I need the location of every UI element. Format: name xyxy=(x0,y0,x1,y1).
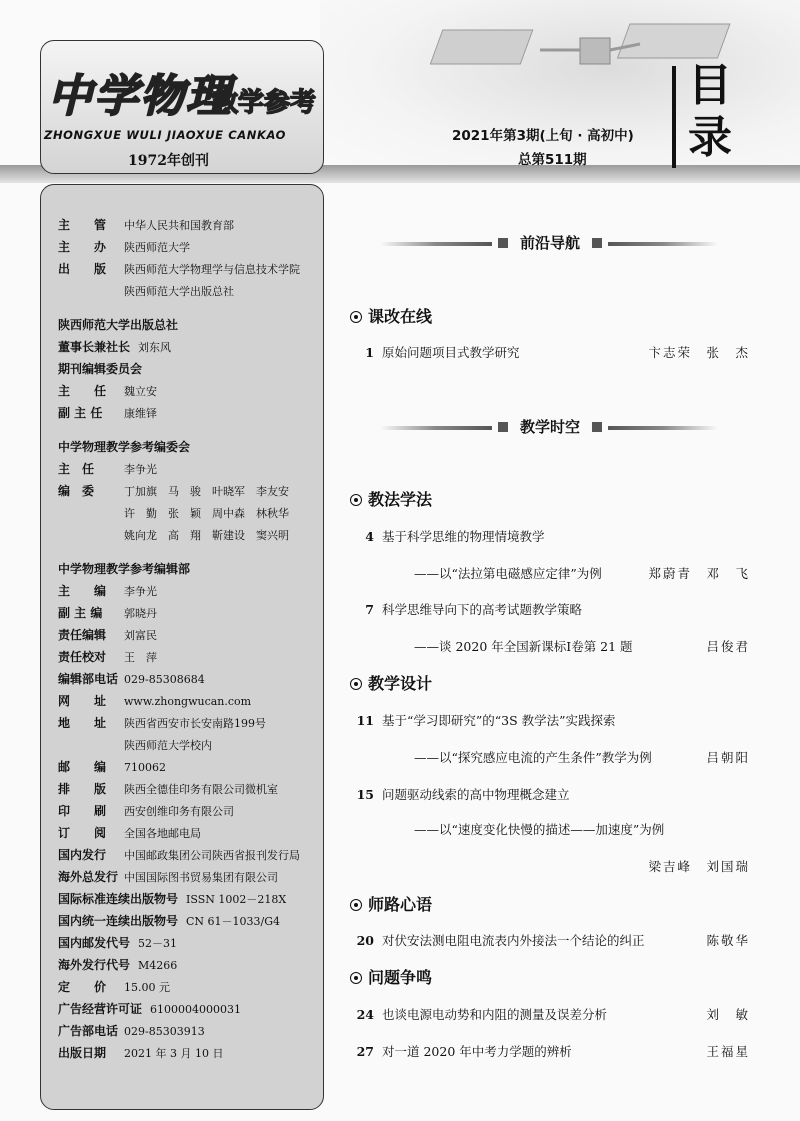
colophon-row xyxy=(58,822,322,844)
colophon-value: 029-85303913 xyxy=(124,1025,205,1038)
page-number: 7 xyxy=(365,602,374,617)
colophon-value: 陕西全德佳印务有限公司微机室 xyxy=(124,783,278,796)
colophon-row xyxy=(58,580,322,602)
colophon-label: 副 主 任 xyxy=(58,406,103,420)
target-icon xyxy=(350,678,362,690)
colophon-label: 责任校对 xyxy=(58,650,107,664)
colophon-label: 编 委 xyxy=(58,484,95,498)
colophon-label: 编辑部电话 xyxy=(58,672,119,686)
article-author: 陈敬华 xyxy=(706,933,750,948)
toc-entry xyxy=(352,527,750,547)
colophon-list xyxy=(58,214,322,1064)
colophon-label: 网 址 xyxy=(58,694,107,708)
banner-rule-right xyxy=(608,242,718,246)
colophon-value: 6100004000031 xyxy=(150,1003,241,1016)
toc-entry xyxy=(352,600,750,620)
section-banner xyxy=(380,417,718,437)
colophon-label: 印 刷 xyxy=(58,804,107,818)
article-title: 对一道 2020 年中考力学题的辨析 xyxy=(382,1044,572,1059)
article-title: 科学思维导向下的高考试题教学策略 xyxy=(382,602,583,617)
colophon-row xyxy=(58,932,322,954)
colophon-label: 主 任 xyxy=(58,384,107,398)
colophon-label: 广告经营许可证 xyxy=(58,1002,143,1016)
page-number: 1 xyxy=(365,345,374,360)
colophon-value: 康维铎 xyxy=(124,407,157,420)
colophon-row xyxy=(58,1042,322,1064)
colophon-row xyxy=(58,734,322,756)
colophon-label: 海外发行代号 xyxy=(58,958,131,972)
colophon-row xyxy=(58,778,322,800)
section-name: 师路心语 xyxy=(368,895,433,914)
colophon-label: 国际标准连续出版物号 xyxy=(58,892,179,906)
masthead-logo-subtitle: 教学参考 xyxy=(212,88,317,118)
colophon-label: 主 办 xyxy=(58,240,107,254)
colophon-row xyxy=(58,976,322,998)
colophon-value: 刘富民 xyxy=(124,629,157,642)
colophon-label: 责任编辑 xyxy=(58,628,107,642)
colophon-row xyxy=(58,280,322,302)
article-subtitle: ——以“速度变化快慢的描述——加速度”为例 xyxy=(414,822,665,837)
colophon-value: 中国邮政集团公司陕西省报刊发行局 xyxy=(124,849,300,862)
colophon-row xyxy=(58,602,322,624)
colophon-row xyxy=(58,690,322,712)
colophon-row xyxy=(58,624,322,646)
colophon-row xyxy=(58,214,322,236)
issue-total: 总第511期 xyxy=(518,152,587,168)
colophon-row xyxy=(58,800,322,822)
colophon-value: 丁加旗 马 骏 叶晓军 李友安 xyxy=(124,485,289,498)
colophon-value: 中华人民共和国教育部 xyxy=(124,219,234,232)
colophon-value: 刘东风 xyxy=(138,341,172,354)
toc-section-heading xyxy=(350,968,432,988)
colophon-row xyxy=(58,844,322,866)
toc-entry xyxy=(352,931,750,951)
article-author: 王福星 xyxy=(706,1044,750,1059)
masthead-pinyin: ZHONGXUE WULI JIAOXUE CANKAO xyxy=(44,128,287,142)
colophon-label: 邮 编 xyxy=(58,760,107,774)
colophon-value: 西安创维印务有限公司 xyxy=(124,805,234,818)
colophon-row xyxy=(58,998,322,1020)
page-number: 4 xyxy=(365,529,374,544)
colophon-row xyxy=(58,910,322,932)
banner-square-icon xyxy=(498,238,508,248)
colophon-label: 主 编 xyxy=(58,584,107,598)
issue-line: 2021年第3期(上旬 · 高初中) xyxy=(452,128,634,144)
colophon-row xyxy=(58,480,322,502)
banner-square-icon xyxy=(592,422,602,432)
colophon-value: 全国各地邮电局 xyxy=(124,827,201,840)
colophon-value: 李争光 xyxy=(124,463,157,476)
colophon-heading: 中学物理教学参考编辑部 xyxy=(58,562,191,576)
colophon-value: ISSN 1002－218X xyxy=(186,893,287,906)
section-name: 教法学法 xyxy=(368,490,433,509)
toc-entry xyxy=(352,1042,750,1062)
colophon-value: www.zhongwucan.com xyxy=(124,695,252,708)
article-title: 问题驱动线索的高中物理概念建立 xyxy=(382,787,570,802)
toc-entry-author xyxy=(352,857,750,877)
toc-section-heading xyxy=(350,895,432,915)
colophon-value: 029-85308684 xyxy=(124,673,205,686)
colophon-label: 排 版 xyxy=(58,782,107,796)
colophon-row xyxy=(58,1020,322,1042)
colophon-value: 陕西省西安市长安南路199号 xyxy=(124,717,266,730)
colophon-value: 710062 xyxy=(124,761,166,774)
colophon-value: 陕西师范大学校内 xyxy=(124,739,212,752)
colophon-value: 王 萍 xyxy=(124,651,157,664)
target-icon xyxy=(350,972,362,984)
toc-entry-subtitle xyxy=(352,748,750,768)
colophon-row xyxy=(58,866,322,888)
toc-entry-subtitle xyxy=(352,820,750,840)
section-name: 问题争鸣 xyxy=(368,968,433,987)
toc-section-heading xyxy=(350,307,432,327)
article-author: 刘 敏 xyxy=(706,1007,750,1022)
page-number: 27 xyxy=(356,1044,374,1059)
colophon-row xyxy=(58,458,322,480)
banner-square-icon xyxy=(592,238,602,248)
colophon-row xyxy=(58,712,322,734)
colophon-label: 国内发行 xyxy=(58,848,107,862)
banner-rule-left xyxy=(380,426,492,430)
toc-entry xyxy=(352,785,750,805)
article-author: 郑蔚青 邓 飞 xyxy=(648,566,750,581)
toc-section-heading xyxy=(350,490,432,510)
section-name: 教学设计 xyxy=(368,674,433,693)
colophon-row xyxy=(58,756,322,778)
page-number: 20 xyxy=(356,933,374,948)
colophon-row xyxy=(58,888,322,910)
banner-square-icon xyxy=(498,422,508,432)
colophon-row xyxy=(58,954,322,976)
article-subtitle: ——谈 2020 年全国新课标Ⅰ卷第 21 题 xyxy=(414,639,633,654)
colophon-value: 姚向龙 高 翔 靳建设 窦兴明 xyxy=(124,529,289,542)
article-author: 吕朝阳 xyxy=(706,750,750,765)
colophon-value: 15.00 元 xyxy=(124,981,170,994)
toc-entry-subtitle xyxy=(352,637,750,657)
article-author: 吕俊君 xyxy=(706,639,750,654)
colophon-label: 订 阅 xyxy=(58,826,107,840)
toc-entry xyxy=(352,343,750,363)
masthead-logo-title: 中学物理 xyxy=(48,71,232,122)
colophon-value: 陕西师范大学 xyxy=(124,241,190,254)
colophon-value: 李争光 xyxy=(124,585,157,598)
target-icon xyxy=(350,899,362,911)
colophon-label: 广告部电话 xyxy=(58,1024,119,1038)
colophon-value: 郭晓丹 xyxy=(124,607,157,620)
colophon-row xyxy=(58,258,322,280)
target-icon xyxy=(350,494,362,506)
colophon-row xyxy=(58,380,322,402)
colophon-value: 魏立安 xyxy=(124,385,157,398)
colophon-label: 出版日期 xyxy=(58,1046,107,1060)
colophon-value: CN 61－1033/G4 xyxy=(186,915,281,928)
colophon-value: 陕西师范大学出版总社 xyxy=(124,285,234,298)
target-icon xyxy=(350,311,362,323)
article-title: 原始问题项目式教学研究 xyxy=(382,345,520,360)
page-number: 11 xyxy=(356,713,374,728)
toc-entry xyxy=(352,1005,750,1025)
colophon-value: M4266 xyxy=(138,959,178,972)
colophon-label: 主 管 xyxy=(58,218,107,232)
colophon-row xyxy=(58,236,322,258)
colophon-row xyxy=(58,524,322,546)
colophon-label: 董事长兼社长 xyxy=(58,340,131,354)
toc-entry xyxy=(352,711,750,731)
banner-rule-right xyxy=(608,426,718,430)
colophon-label: 副 主 编 xyxy=(58,606,103,620)
page-number: 24 xyxy=(356,1007,374,1022)
colophon-row xyxy=(58,402,322,424)
colophon-heading: 中学物理教学参考编委会 xyxy=(58,440,191,454)
colophon-row xyxy=(58,336,322,358)
article-author: 卞志荣 张 杰 xyxy=(648,345,750,360)
article-subtitle: ——以“法拉第电磁感应定律”为例 xyxy=(414,566,602,581)
masthead-founded: 1972年创刊 xyxy=(128,153,209,169)
colophon-value: 陕西师范大学物理学与信息技术学院 xyxy=(124,263,300,276)
article-title: 对伏安法测电阻电流表内外接法一个结论的纠正 xyxy=(382,933,645,948)
colophon-label: 期刊编辑委员会 xyxy=(58,362,143,376)
colophon-row xyxy=(58,668,322,690)
colophon-label: 国内统一连续出版物号 xyxy=(58,914,179,928)
colophon-row xyxy=(58,358,322,380)
article-title: 基于科学思维的物理情境教学 xyxy=(382,529,545,544)
colophon-value: 许 勤 张 颖 周中森 林秋华 xyxy=(124,507,289,520)
colophon-value: 2021 年 3 月 10 日 xyxy=(124,1047,224,1060)
colophon-row xyxy=(58,646,322,668)
article-subtitle: ——以“探究感应电流的产生条件”教学为例 xyxy=(414,750,652,765)
colophon-row xyxy=(58,502,322,524)
title-rule xyxy=(672,66,676,168)
page-title: 目录 xyxy=(688,60,732,163)
banner-title: 前沿导航 xyxy=(519,234,580,252)
section-name: 课改在线 xyxy=(368,307,433,326)
colophon-label: 定 价 xyxy=(58,980,107,994)
colophon-label: 地 址 xyxy=(58,716,107,730)
colophon-value: 中国国际图书贸易集团有限公司 xyxy=(124,871,278,884)
article-title: 基于“学习即研究”的“3S 教学法”实践探索 xyxy=(382,713,616,728)
banner-rule-left xyxy=(380,242,492,246)
toc-entry-subtitle xyxy=(352,564,750,584)
banner-title: 教学时空 xyxy=(519,418,580,436)
article-author: 梁吉峰 刘国瑞 xyxy=(648,859,750,874)
section-banner xyxy=(380,233,718,253)
colophon-value: 52－31 xyxy=(138,937,178,950)
colophon-label: 国内邮发代号 xyxy=(58,936,131,950)
page-number: 15 xyxy=(356,787,374,802)
article-title: 也谈电源电动势和内阻的测量及误差分析 xyxy=(382,1007,608,1022)
colophon-label: 主 任 xyxy=(58,462,95,476)
toc-section-heading xyxy=(350,674,432,694)
colophon-label: 海外总发行 xyxy=(58,870,119,884)
colophon-label: 出 版 xyxy=(58,262,107,276)
colophon-heading: 陕西师范大学出版总社 xyxy=(58,318,179,332)
